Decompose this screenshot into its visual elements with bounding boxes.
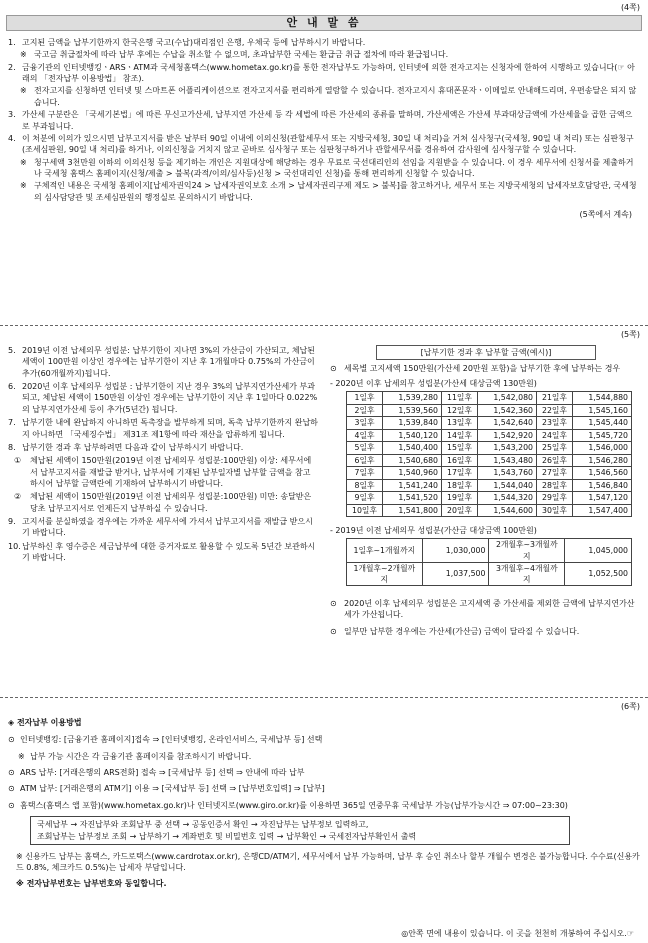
table-row (347, 562, 632, 585)
item-marker: 10. (8, 541, 21, 551)
item-text: 가산세 구분란은 「국세기본법」에 따른 무신고가산세, 납부지연 가산세 등 각 세법에 따른 가산세의 종류를 말하며, 가산세액은 가산세 부과대상금액에 가산세율을 곱한 금액으로 부과됩니다. (22, 110, 633, 131)
days-cell: 26일후 (537, 454, 573, 467)
open-instruction-footer: ◎안쪽 면에 내용이 있습니다. 이 곳을 천천히 개봉하여 주십시오.☞ (401, 929, 634, 938)
page-number-4: (4쪽) (620, 3, 640, 12)
days-cell: 23일후 (537, 417, 573, 430)
line-text: 납부 가능 시간은 각 금융기관 홈페이지를 참조하시기 바랍니다. (30, 751, 252, 761)
table-row (347, 504, 632, 517)
days-cell: 24일후 (537, 429, 573, 442)
notice-item (8, 541, 318, 564)
days-cell: 4일후 (347, 429, 383, 442)
table-row (347, 467, 632, 480)
item-text: 국고금 취급절차에 따라 납부 후에는 수납을 취소할 수 없으며, 초과납부한 국세는 환급금 취급 절차에 따라 환급됩니다. (34, 50, 449, 60)
amount-cell: 1,541,240 (383, 479, 442, 492)
days-cell: 28일후 (537, 479, 573, 492)
late-payment-notes (8, 345, 318, 565)
item-marker: ※ (18, 751, 25, 761)
table-row (347, 454, 632, 467)
note-item (8, 85, 638, 108)
bullet-icon: ⊙ (330, 364, 337, 374)
period-cell: 2개월후~3개월까지 (489, 539, 565, 562)
amount-cell: 1,542,640 (478, 417, 537, 430)
example-title: [납부기한 경과 후 납부할 금액(예시)] (376, 345, 596, 360)
days-cell: 30일후 (537, 504, 573, 517)
line-text: 홈택스(홈택스 앱 포함)(www.hometax.go.kr)나 인터넷지로(www.giro.or.kr)를 이용하면 365일 연중무휴 국세납부 가능(납부가능시간 ⇒ 07:00~23:30) (20, 800, 568, 810)
note-text: 2020년 이후 납세의무 성립분은 고지세액 중 가산세를 제외한 금액에 납부지연가산세가 가산됩니다. (344, 598, 635, 620)
sub-item (8, 455, 318, 489)
item-text: 구체적인 내용은 국세청 홈페이지[납세자권익24 > 납세자권익보호 소개 > 납세자권리구제 제도 > 불복]를 참고하거나, 세무서 또는 지방국세청의 납세자보호담당관, 국세청의 심사담당관 및 조세심판원의 행정실로 문의하시기 바랍니다. (34, 181, 637, 202)
amount-cell: 1,541,520 (383, 492, 442, 505)
item-text: 고지서를 분실하였을 경우에는 가까운 세무서에 가셔서 납부고지서를 재발급 받으시기 바랍니다. (22, 517, 313, 538)
item-marker: 9. (8, 517, 16, 527)
amount-cell: 1,547,120 (573, 492, 632, 505)
notice-item (8, 62, 638, 85)
notice-item (8, 516, 318, 539)
amount-cell: 1,045,000 (565, 539, 632, 562)
days-cell: 12일후 (442, 404, 478, 417)
item-text: 납부기한 경과 후 납부하려면 다음과 같이 납부하시기 바랍니다. (22, 442, 244, 452)
item-marker: 5. (8, 346, 16, 355)
item-text: 금융기관의 인터넷뱅킹ㆍARSㆍATM과 국세청홈택스(www.hometax.go.kr)를 통한 전자납부도 가능하며, 인터넷에 의한 전자고지는 신청자에 한하여 시행하고 있습니다(☞ 아래의 「전자납부 이용방법」 참조). (22, 62, 635, 84)
sub-item (8, 491, 318, 514)
late-payment-example (330, 345, 642, 644)
table1-title: - 2020년 이후 납세의무 성립분(가산세 대상금액 130만원) (330, 378, 537, 388)
card-note: ※ 신용카드 납부는 홈택스, 카드로택스(www.cardrotax.or.kr), 은행CD/ATM기, 세무서에서 납부 가능하며, 납부 후 승인 취소나 할부 개월수 변경은 불가능합니다. 수수료(신용카드 0.8%, 체크카드 0.5%)는 납세자 부담입니다. (16, 851, 640, 873)
notice-item (8, 133, 638, 156)
amount-cell: 1,544,320 (478, 492, 537, 505)
item-text: 고지된 금액을 납부기한까지 한국은행 국고(수납)대리점인 은행, 우체국 등에 납부하시기 바랍니다. (22, 38, 366, 47)
page-number-5: (5쪽) (620, 330, 640, 339)
days-cell: 3일후 (347, 417, 383, 430)
amount-cell: 1,545,720 (573, 429, 632, 442)
amount-cell: 1,546,280 (573, 454, 632, 467)
amount-cell: 1,543,480 (478, 454, 537, 467)
flow-line: 조회납부는 납부정보 조회 → 납부하기 → 계좌번호 및 비밀번호 입력 → 납부확인 → 국세전자납부확인서 출력 (37, 831, 417, 841)
amount-cell: 1,544,880 (573, 392, 632, 405)
notice-section (8, 37, 638, 220)
item-text: 전자고지를 신청하면 인터넷 및 스마트폰 어플리케이션으로 전자고지서를 편리하게 열람할 수 있습니다. 전자고지시 휴대폰문자ㆍ이메일로 안내해드리며, 우편송달은 되지 않습니다. (34, 86, 637, 107)
amount-cell: 1,545,160 (573, 404, 632, 417)
example-note (330, 626, 642, 637)
item-text: 이 처분에 이의가 있으시면 납부고지서를 받은 날부터 90일 이내에 이의신청(관할세무서 또는 지방국세청, 30일 내 처리)을 거쳐 심사청구(국세청, 90일 내 처리) 또는 심판청구(조세심판원, 90일 내 처리)를 하거나, 이의신청을 거치지 않고 곧바로 심사청구 또는 심판청구하거나 관할세무서를 경유하여 감사원에 심사청구할 수 있습니다. (22, 133, 634, 155)
amount-cell: 1,037,500 (422, 562, 489, 585)
amount-table-2020 (346, 391, 632, 517)
line-text: ARS 납부: [거래은행의 ARS전화] 접속 ⇒ [국세납부 등] 선택 ⇒ 안내에 따라 납부 (20, 768, 305, 778)
days-cell: 29일후 (537, 492, 573, 505)
days-cell: 19일후 (442, 492, 478, 505)
days-cell: 25일후 (537, 442, 573, 455)
period-cell: 1일후~1개월까지 (347, 539, 423, 562)
example-note (330, 598, 642, 621)
notice-item (8, 442, 318, 453)
line-text: 인터넷뱅킹: [금융기관 홈페이지]접속 ⇒ [인터넷뱅킹, 온라인서비스, 국세납부 등] 선택 (20, 735, 323, 745)
item-marker: 7. (8, 418, 16, 428)
amount-cell: 1,539,280 (383, 392, 442, 405)
item-text: 2020년 이후 납세의무 성립분 : 납부기한이 지난 경우 3%의 납부지연가산세가 부과되고, 체납된 세액이 150만원 이상인 경우에는 납부기한이 지난 후 1일마다 0.022%의 납부지연가산세 등이 추가(5년간) 됩니다. (22, 382, 318, 414)
days-cell: 27일후 (537, 467, 573, 480)
period-cell: 1개월후~2개월까지 (347, 562, 423, 585)
flow-line: 국세납부 → 자진납부와 조회납부 중 선택 → 공동인증서 확인 → 자진납부는 납부정보 입력하고, (37, 820, 369, 830)
notice-title: 안 내 말 씀 (6, 15, 642, 31)
ebill-note: ※ 전자납부번호는 납부번호와 동일합니다. (16, 878, 167, 888)
table-row (347, 404, 632, 417)
item-text: 납부하신 후 영수증은 세금납부에 대한 증거자료로 활용할 수 있도록 5년간 보관하시기 바랍니다. (22, 541, 316, 563)
notice-item (8, 37, 638, 48)
days-cell: 15일후 (442, 442, 478, 455)
item-marker: ※ (20, 86, 27, 96)
item-marker: 4. (8, 133, 16, 143)
item-marker: ① (14, 456, 22, 466)
amount-cell: 1,539,560 (383, 404, 442, 417)
payment-method-line (8, 751, 640, 762)
days-cell: 22일후 (537, 404, 573, 417)
amount-cell: 1,543,760 (478, 467, 537, 480)
note-item (8, 49, 638, 60)
item-text: 납부기한 내에 완납하지 아니하면 독촉장을 발부하게 되며, 독촉 납부기한까지 완납하지 아니하면 「국세징수법」 제31조 제1항에 따라 재산을 압류하게 됩니다. (22, 418, 318, 439)
amount-cell: 1,546,560 (573, 467, 632, 480)
example-intro: ⊙ 세목별 고지세액 150만원(가산세 20만원 포함)을 납부기한 후에 납부하는 경우 (330, 364, 621, 374)
note-item (8, 180, 638, 203)
days-cell: 20일후 (442, 504, 478, 517)
table-row (347, 539, 632, 562)
item-text: 체납된 세액이 150만원(2019년 이전 납세의무 성립분:100만원) 미만: 송달받은 당초 납부고지서로 언제든지 납부하실 수 있습니다. (30, 492, 312, 513)
payment-method-line (8, 800, 640, 811)
page-divider (0, 697, 648, 698)
hometax-flow-box (30, 816, 570, 845)
days-cell: 17일후 (442, 467, 478, 480)
days-cell: 10일후 (347, 504, 383, 517)
bullet-icon: ⊙ (330, 598, 337, 608)
days-cell: 14일후 (442, 429, 478, 442)
amount-cell: 1,546,000 (573, 442, 632, 455)
days-cell: 6일후 (347, 454, 383, 467)
days-cell: 18일후 (442, 479, 478, 492)
electronic-payment-heading: ◈ 전자납부 이용방법 (8, 718, 82, 727)
days-cell: 9일후 (347, 492, 383, 505)
days-cell: 7일후 (347, 467, 383, 480)
days-cell: 11일후 (442, 392, 478, 405)
item-marker: 1. (8, 38, 16, 47)
amount-cell: 1,544,040 (478, 479, 537, 492)
amount-cell: 1,542,080 (478, 392, 537, 405)
amount-cell: 1,542,920 (478, 429, 537, 442)
item-text: 2019년 이전 납세의무 성립분: 납부기한이 지나면 3%의 가산금이 가산되고, 체납된 세액이 100만원 이상인 경우에는 납부기한이 지난 후 1개월마다 0.75%의 가산금이 추가(60개월까지)됩니다. (22, 346, 316, 378)
days-cell: 2일후 (347, 404, 383, 417)
note-item (8, 157, 638, 180)
payment-method-line (8, 767, 640, 778)
table-row (347, 492, 632, 505)
amount-cell: 1,545,440 (573, 417, 632, 430)
item-marker: 6. (8, 382, 16, 392)
notice-item (8, 417, 318, 440)
amount-cell: 1,540,680 (383, 454, 442, 467)
note-text: 일부만 납부한 경우에는 가산세(가산금) 금액이 달라질 수 있습니다. (344, 627, 580, 637)
days-cell: 16일후 (442, 454, 478, 467)
table-row (347, 442, 632, 455)
table-row (347, 429, 632, 442)
notice-item (8, 345, 318, 379)
item-marker: ⊙ (8, 735, 15, 745)
amount-cell: 1,543,200 (478, 442, 537, 455)
amount-table-2019 (346, 538, 632, 585)
item-marker: 2. (8, 62, 16, 72)
item-marker: ※ (20, 181, 27, 191)
amount-cell: 1,544,600 (478, 504, 537, 517)
line-text: ATM 납부: [거래은행의 ATM기] 이용 ⇒ [국세납부 등] 선택 ⇒ [납부번호입력] ⇒ [납부] (20, 784, 325, 794)
item-marker: ⊙ (8, 784, 15, 794)
item-marker: ※ (20, 157, 27, 167)
page-number-6: (6쪽) (620, 702, 640, 711)
amount-cell: 1,546,840 (573, 479, 632, 492)
notice-item (8, 109, 638, 132)
amount-cell: 1,030,000 (422, 539, 489, 562)
amount-cell: 1,052,500 (565, 562, 632, 585)
table-row (347, 417, 632, 430)
item-marker: ② (14, 492, 22, 502)
amount-cell: 1,540,400 (383, 442, 442, 455)
amount-cell: 1,540,960 (383, 467, 442, 480)
amount-cell: 1,547,400 (573, 504, 632, 517)
item-marker: ⊙ (8, 800, 15, 810)
payment-method-line (8, 783, 640, 794)
payment-method-line (8, 734, 640, 745)
item-marker: 3. (8, 110, 16, 120)
amount-cell: 1,540,120 (383, 429, 442, 442)
notice-item (8, 381, 318, 415)
period-cell: 3개월후~4개월까지 (489, 562, 565, 585)
days-cell: 13일후 (442, 417, 478, 430)
item-marker: 8. (8, 442, 16, 452)
amount-cell: 1,541,800 (383, 504, 442, 517)
amount-cell: 1,542,360 (478, 404, 537, 417)
item-text: 체납된 세액이 150만원(2019년 이전 납세의무 성립분:100만원) 이상: 세무서에서 납부고지서를 재발급 받거나, 납부서에 기재된 납부일자별 납부할 금액을 참고하시어 납부할 금액란에 기재하여 납부하시기 바랍니다. (30, 456, 312, 488)
days-cell: 21일후 (537, 392, 573, 405)
page-divider (0, 325, 648, 326)
item-marker: ⊙ (8, 768, 15, 778)
amount-cell: 1,539,840 (383, 417, 442, 430)
table-row (347, 392, 632, 405)
item-marker: ※ (20, 50, 27, 60)
days-cell: 8일후 (347, 479, 383, 492)
continued-note: (5쪽에서 계속) (579, 210, 632, 220)
days-cell: 5일후 (347, 442, 383, 455)
bullet-icon: ⊙ (330, 627, 337, 637)
item-text: 청구세액 3천만원 이하의 이의신청 등을 제기하는 개인은 지원대상에 해당하는 경우 무료로 국선대리인의 선임을 지원받을 수 있습니다. 이 경우 세무서에 신청서를 제출하거나 국세청 홈택스 홈페이지(신청/제출 > 불복(과적/이의/심사등)신청 > 국선대리인 신청)를 통해 편리하게 신청할 수 있습니다. (34, 157, 634, 178)
table2-title: - 2019년 이전 납세의무 성립분(가산금 대상금액 100만원) (330, 526, 537, 536)
days-cell: 1일후 (347, 392, 383, 405)
table-row (347, 479, 632, 492)
electronic-payment-section (8, 717, 640, 889)
